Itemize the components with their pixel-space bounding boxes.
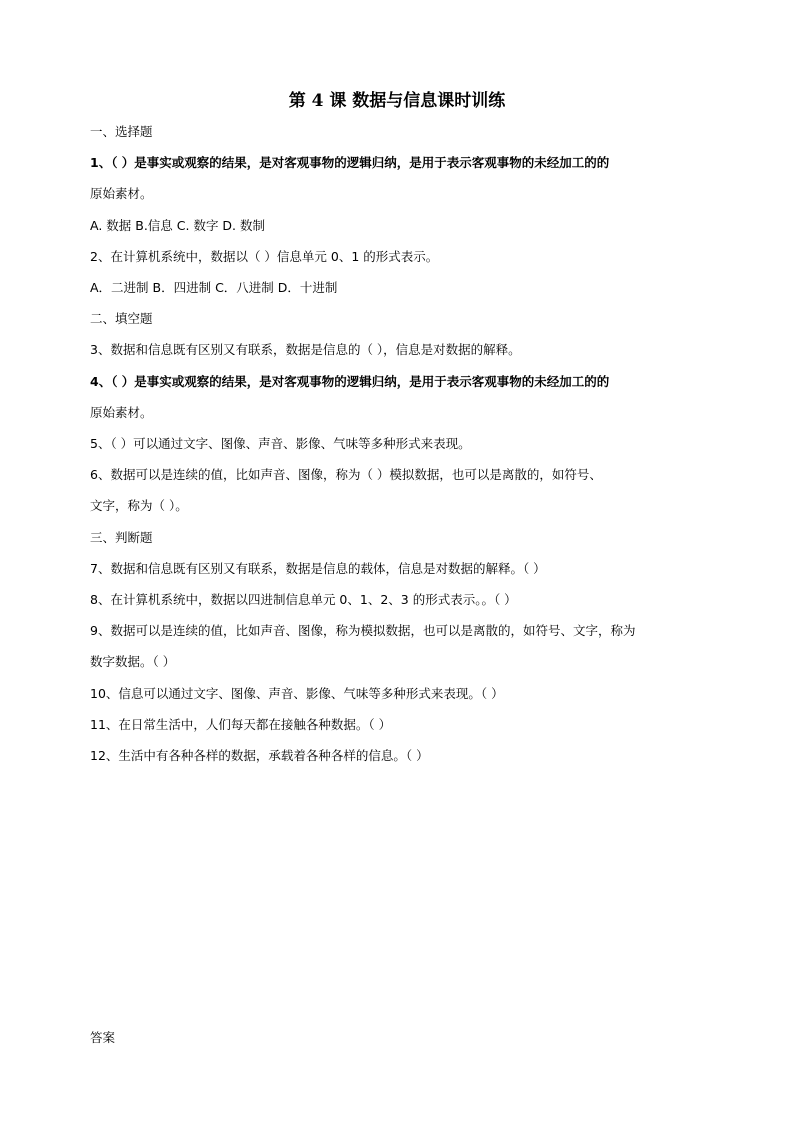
question-4-line-2: 原始素材。 — [90, 405, 153, 420]
question-9-line-2: 数字数据。（ ） — [90, 654, 176, 669]
question-8: 8、在计算机系统中，数据以四进制信息单元 0、1、2、3 的形式表示。。（ ） — [90, 592, 517, 607]
answer-label: 答案 — [90, 1030, 116, 1045]
question-2-options: A．二进制 B．四进制 C．八进制 D．十进制 — [90, 280, 338, 295]
section-heading-choice: 一、选择题 — [90, 124, 153, 139]
question-10: 10、信息可以通过文字、图像、声音、影像、气味等多种形式来表现。（ ） — [90, 686, 504, 701]
section-heading-judge: 三、判断题 — [90, 530, 153, 545]
page-title: 第 4 课 数据与信息课时训练 — [288, 91, 506, 111]
question-1-options: A. 数据 B.信息 C. 数字 D. 数制 — [90, 218, 265, 233]
question-6-line-1: 6、数据可以是连续的值，比如声音、图像，称为（ ）模拟数据，也可以是离散的，如符号、 — [90, 467, 602, 482]
question-2: 2、在计算机系统中，数据以（ ）信息单元 0、1 的形式表示。 — [90, 249, 439, 264]
question-3: 3、数据和信息既有区别又有联系，数据是信息的（ ），信息是对数据的解释。 — [90, 342, 521, 357]
section-heading-fill: 二、填空题 — [90, 311, 153, 326]
question-12: 12、生活中有各种各样的数据，承载着各种各样的信息。（ ） — [90, 748, 429, 763]
question-4-line-1: 4、（ ）是事实或观察的结果，是对客观事物的逻辑归纳，是用于表示客观事物的未经加工的的 — [90, 374, 610, 389]
question-5: 5、（ ）可以通过文字、图像、声音、影像、气味等多种形式来表现。 — [90, 436, 471, 451]
question-1-line-2: 原始素材。 — [90, 186, 153, 201]
question-7: 7、数据和信息既有区别又有联系，数据是信息的载体，信息是对数据的解释。（ ） — [90, 561, 546, 576]
question-9-line-1: 9、数据可以是连续的值，比如声音、图像，称为模拟数据，也可以是离散的，如符号、文字，称为 — [90, 623, 636, 638]
question-6-line-2: 文字，称为（ ）。 — [90, 498, 188, 513]
question-1-line-1: 1、（ ）是事实或观察的结果，是对客观事物的逻辑归纳，是用于表示客观事物的未经加工的的 — [90, 155, 610, 170]
question-11: 11、在日常生活中，人们每天都在接触各种数据。（ ） — [90, 717, 392, 732]
